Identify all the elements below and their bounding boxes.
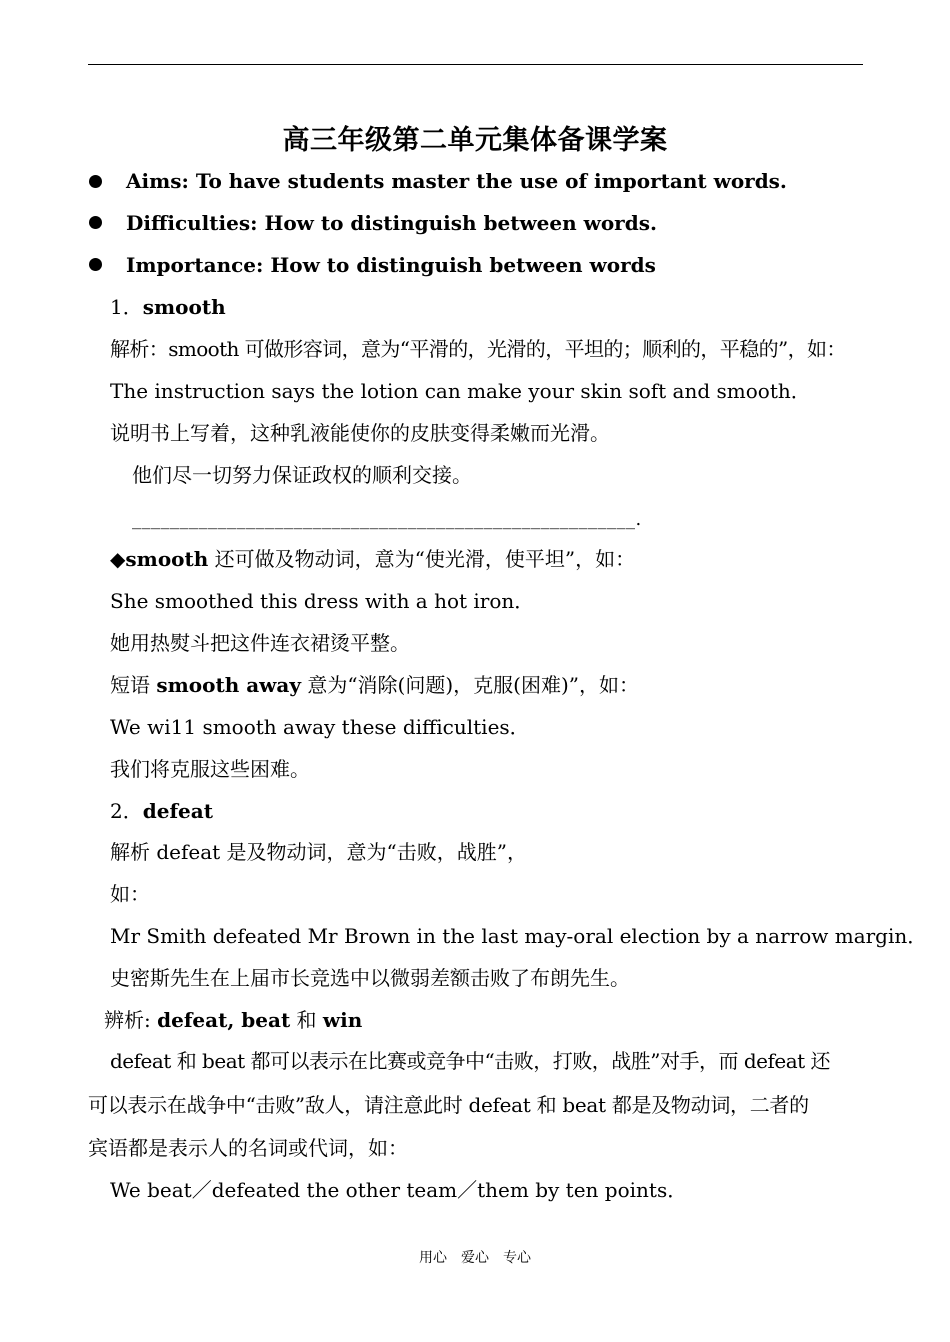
keyword: smooth	[125, 547, 209, 571]
example-en: We beat／defeated the other team／them by ten points．	[110, 1178, 688, 1202]
diamond-icon: ◆	[110, 547, 126, 571]
page-title: 高三年级第二单元集体备课学案	[282, 125, 668, 156]
importance-text: Importance: How to distinguish between words	[126, 253, 656, 277]
bullet-icon	[89, 258, 102, 271]
smooth-verb-usage: ◆smooth 还可做及物动词，意为“使光滑，使平坦”，如：	[110, 547, 636, 571]
keyword: win	[322, 1008, 363, 1032]
example-en: The instruction says the lotion can make your skin soft and smooth．	[110, 379, 811, 403]
example-cn: 我们将克服这些困难。	[110, 757, 310, 781]
keyword: defeat, beat	[157, 1008, 291, 1032]
section-number: 1．	[110, 295, 143, 319]
blank-answer-line: _____________________________________________________.	[132, 509, 642, 530]
section-number: 2．	[110, 799, 143, 823]
phrase-usage: 短语 smooth away 意为“消除(问题)，克服(困难)”，如：	[110, 673, 639, 697]
example-cn: 她用热熨斗把这件连衣裙烫平整。	[110, 631, 410, 655]
comparison-paragraph-line: defeat 和 beat 都可以表示在比赛或竞争中“击败，打败，战胜”对手，而 defeat 还	[110, 1049, 831, 1073]
aims-text: Aims: To have students master the use of important words.	[126, 169, 787, 193]
example-en: We wi11 smooth away these difficulties．	[110, 715, 530, 739]
example-cn: 史密斯先生在上届市长竞选中以微弱差额击败了布朗先生。	[110, 966, 630, 990]
bullet-icon	[89, 175, 102, 188]
example-cn: 说明书上写着，这种乳液能使你的皮肤变得柔嫩而光滑。	[110, 421, 610, 445]
comparison-heading: 辨析: defeat, beat 和 win	[104, 1008, 363, 1032]
comparison-paragraph-line: 宾语都是表示人的名词或代词，如：	[88, 1136, 408, 1160]
example-en: Mr Smith defeated Mr Brown in the last may-oral election by a narrow margin．	[110, 924, 928, 948]
section-word: smooth	[142, 295, 226, 319]
example-intro: 如：	[110, 882, 150, 906]
smooth-analysis: 解析：smooth 可做形容词，意为“平滑的，光滑的，平坦的；顺利的，平稳的”，如：	[110, 337, 846, 361]
comparison-paragraph-line: 可以表示在战争中“击败”敌人，请注意此时 defeat 和 beat 都是及物动词，二者的	[88, 1093, 809, 1117]
footer-text: 爱心	[461, 1250, 489, 1266]
section-2-heading	[110, 797, 213, 825]
keyword: smooth away	[156, 673, 301, 697]
defeat-analysis: 解析 defeat 是及物动词，意为“击败，战胜”，	[110, 840, 528, 864]
footer-text: 用心	[419, 1250, 447, 1266]
example-cn: 他们尽一切努力保证政权的顺利交接。	[132, 463, 472, 487]
top-rule	[88, 64, 863, 65]
page-footer	[0, 1247, 950, 1267]
difficulties-text: Difficulties: How to distinguish between words.	[126, 211, 657, 235]
section-word: defeat	[142, 799, 213, 823]
section-1-heading	[110, 293, 226, 321]
footer-text: 专心	[503, 1250, 531, 1266]
example-en: She smoothed this dress with a hot iron．	[110, 589, 535, 613]
bullet-icon	[89, 216, 102, 229]
